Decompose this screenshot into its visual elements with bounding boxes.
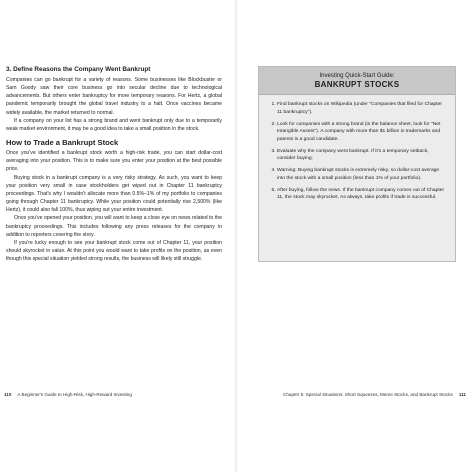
- paragraph: If you're lucky enough to see your bankrupt stock come out of Chapter 11, your position should skyrocket in value. At this point you would want to take profits on the position, as even though this special situation yielded strong results, the business will likely still struggle.: [6, 239, 222, 263]
- paragraph: Companies can go bankrupt for a variety of reasons. Some businesses like Blockbuster or Sam Goody saw their core business go into secular decline due to technological advancements. But others enter bankruptcy for more temporary reasons. For Hertz, a global pandemic temporarily brought the global travel industry to a halt. Once vaccines became widely available, the market returned to normal.: [6, 77, 222, 116]
- list-item: 5. After buying, follow the news. If the bankrupt company comes out of Chapter 11, the stock may skyrocket. As always, take profits if trade is successful.: [277, 187, 447, 202]
- steps-list: [263, 101, 447, 202]
- left-column: [6, 66, 222, 263]
- box-title: BANKRUPT STOCKS: [314, 80, 400, 89]
- quick-start-box: [258, 66, 456, 262]
- running-title: Chapter 5: Special Situations: Short Squeezes, Meme Stocks, and Bankrupt Stocks: [283, 392, 453, 397]
- list-item: 1. Find bankrupt stocks on Wikipedia (under "Companies that filed for Chapter 11 bankruptcy").: [277, 101, 447, 116]
- right-footer: [283, 392, 466, 398]
- list-item: 3. Evaluate why the company went bankrupt. If it's a temporary setback, consider buying.: [277, 148, 447, 163]
- paragraph: Once you've opened your position, you will want to keep a close eye on news related to the bankruptcy proceedings. This includes following any press releases for the company in addition to reporters covering the story.: [6, 215, 222, 238]
- paragraph: Buying stock in a bankrupt company is a very risky strategy. As such, you want to keep your position very small in case stockholders get wiped out in Chapter 11 bankruptcy proceedings. That's why I wouldn't allocate more than 0.5%–1% of my portfolio to companies going through Chapter 11 bankruptcy. While your position could potentially rise 2,500% (like Hertz), it could also fall 100%, thus wiping out your entire investment.: [6, 174, 222, 214]
- page-number: 110: [4, 392, 12, 397]
- paragraph: If a company on your list has a strong brand and went bankrupt only due to a temporarily weak market environment, it may be a good idea to take a small position in the stock.: [6, 117, 222, 132]
- running-title: A Beginner's Guide to High-Risk, High-Reward Investing: [17, 392, 132, 397]
- list-item: 2. Look for companies with a strong brand (in the balance sheet, look for "Net Intangible Assets"). A company with more than $1 billion in trademarks and patents is a good candidate.: [277, 121, 447, 144]
- right-page: [236, 0, 472, 472]
- box-kicker: Investing Quick-Start Guide:: [319, 73, 395, 79]
- subheading: 3. Define Reasons the Company Went Bankrupt: [6, 66, 151, 73]
- section-heading: How to Trade a Bankrupt Stock: [6, 138, 119, 148]
- list-item: 4. Warning: Buying bankrupt stocks is extremely risky, so dollar-cost average into the stock with a small position (less than 1% of your portfolio).: [277, 167, 447, 182]
- box-header: [259, 67, 455, 95]
- left-footer: [4, 392, 132, 398]
- page-number: 111: [458, 392, 466, 397]
- paragraph: Once you've identified a bankrupt stock worth a high-risk trade, you can start dollar-cost averaging into your position. This is to make sure you enter your position at the best possible price.: [6, 150, 222, 173]
